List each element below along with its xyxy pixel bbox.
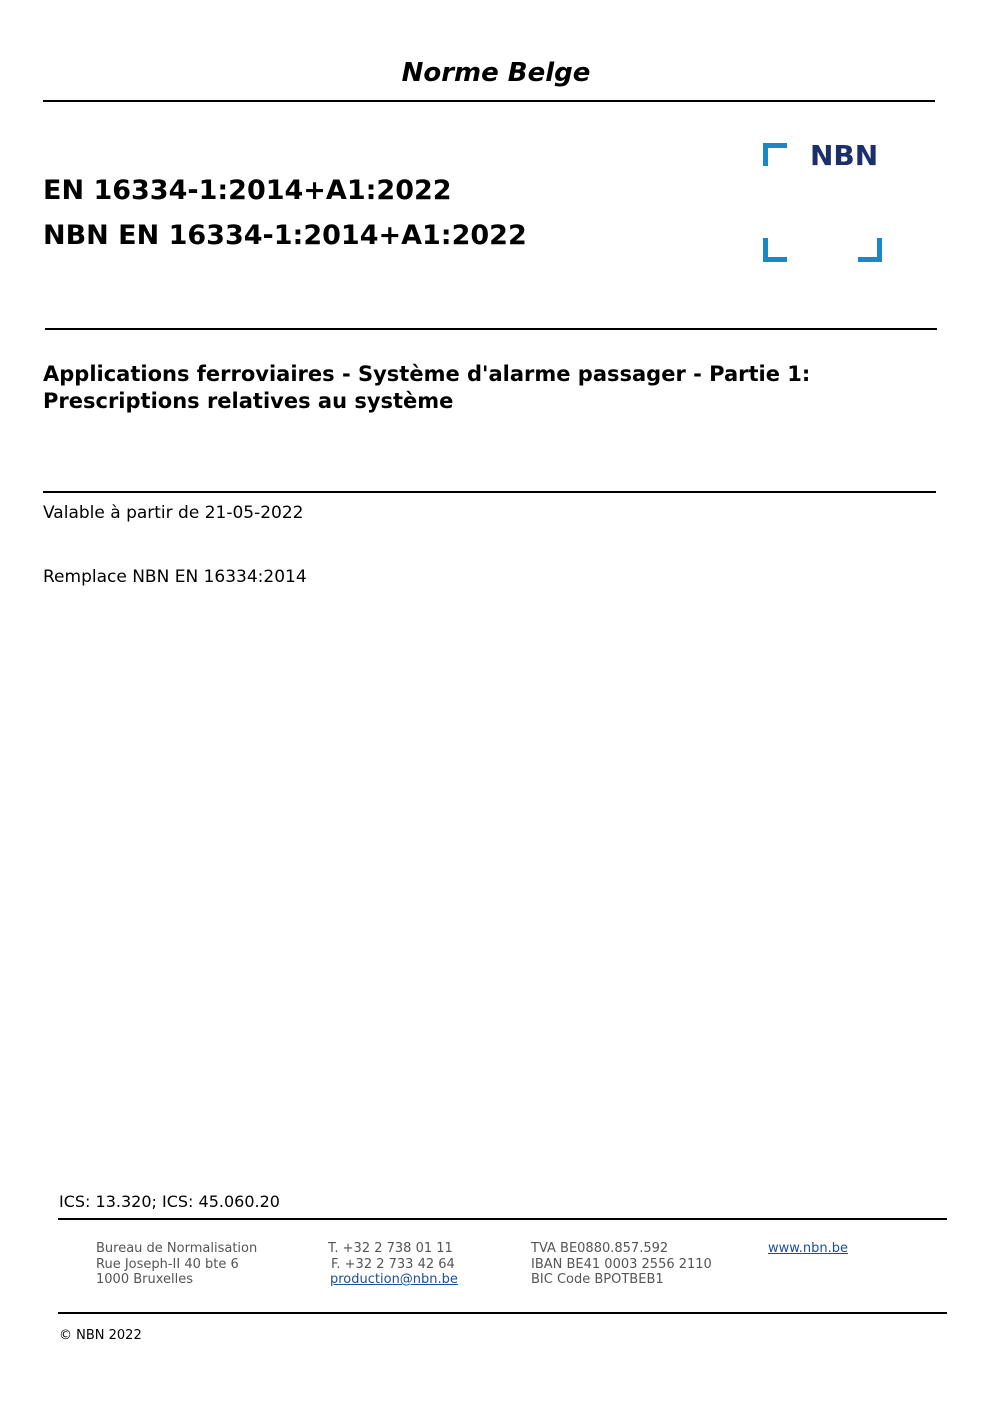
nbn-logo (760, 140, 886, 264)
document-title: Applications ferroviaires - Système d'alarme passager - Partie 1: Prescriptions relatives au système (43, 362, 811, 413)
header-title: Norme Belge (401, 58, 591, 88)
iban-number: IBAN BE41 0003 2556 2110 (531, 1256, 712, 1272)
logo-text: NBN (810, 140, 879, 172)
standard-code-nbn: NBN EN 16334-1:2014+A1:2022 (43, 220, 527, 251)
bic-code: BIC Code BPOTBEB1 (531, 1272, 664, 1287)
website-link[interactable]: www.nbn.be (768, 1241, 848, 1256)
footer-bank (531, 1241, 712, 1288)
footer-top-divider (58, 1218, 947, 1220)
valid-from: Valable à partir de 21-05-2022 (43, 503, 304, 523)
replaces-standard: Remplace NBN EN 16334:2014 (43, 567, 307, 587)
footer-bottom-divider (58, 1312, 947, 1314)
tva-number: TVA BE0880.857.592 (531, 1241, 669, 1256)
title-divider (43, 491, 936, 493)
address-line: Bureau de Normalisation (96, 1241, 258, 1256)
copyright: © NBN 2022 (59, 1328, 142, 1343)
footer-contact (328, 1241, 458, 1288)
code-divider (45, 328, 937, 330)
standard-code-en: EN 16334-1:2014+A1:2022 (43, 175, 452, 206)
ics-codes: ICS: 13.320; ICS: 45.060.20 (59, 1192, 280, 1211)
address-line: 1000 Bruxelles (96, 1272, 194, 1287)
phone-number: T. +32 2 738 01 11 (328, 1241, 453, 1256)
footer-web (768, 1241, 848, 1257)
address-line: Rue Joseph-II 40 bte 6 (96, 1256, 239, 1272)
email-link[interactable]: production@nbn.be (330, 1272, 458, 1287)
fax-number: F. +32 2 733 42 64 (331, 1256, 455, 1272)
header-divider (43, 100, 935, 102)
footer-address (96, 1241, 257, 1288)
